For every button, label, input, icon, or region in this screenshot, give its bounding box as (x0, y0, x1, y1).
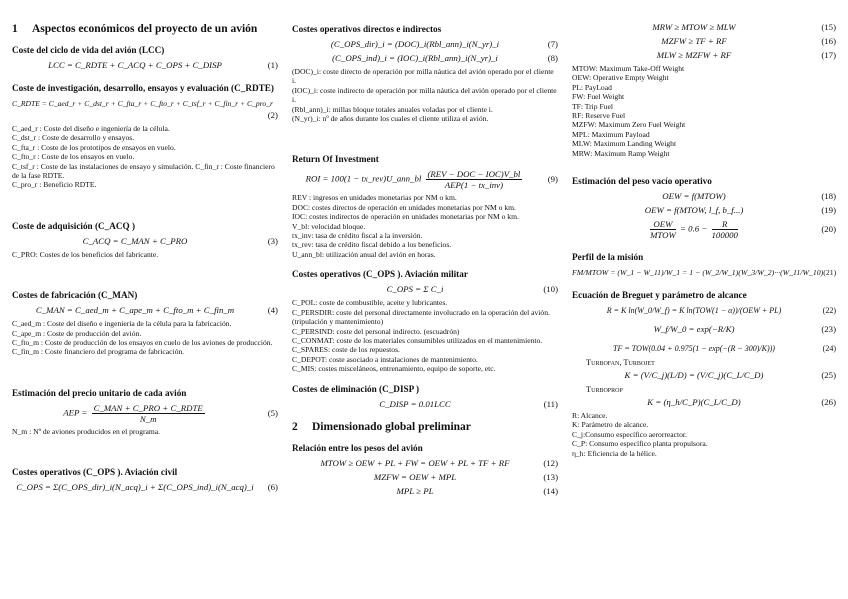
definition: DOC: costes directos de operación en unidades monetarias por NM o km. (292, 202, 516, 212)
ops-civil-heading: Costes operativos (C_OPS ). Aviación civil (12, 467, 178, 478)
equation-6: C_OPS = Σ(C_OPS_dir)_i(N_acq)_i + Σ(C_OPS_ind)_i(N_acq)_i (6) (16, 482, 278, 493)
fraction: $\frac{R}{100000}$ (711, 219, 738, 241)
definition: MPL: Maximum Payload (572, 129, 650, 139)
definition: PL: PayLoad (572, 82, 612, 92)
definition: REV : ingresos en unidades monetarias por NM o km. (292, 193, 457, 203)
aep-heading: Estimación del precio unitario de cada avión (12, 387, 187, 398)
range-definitions (572, 411, 836, 458)
mission-heading: Perfil de la misión (572, 252, 644, 263)
definition: C_PERSIND: coste del personal indirecto. (escuadrón) (292, 326, 460, 336)
direct-definitions (292, 67, 558, 123)
equation-13: MZFW = OEW + MPL (13) (373, 471, 558, 482)
column-3 (572, 16, 836, 458)
equation-10: C_OPS = Σ C_i (10) (386, 284, 558, 295)
breguet-heading: Ecuación de Breguet y parámetro de alcance (572, 290, 747, 301)
definition: η_h: Eficiencia de la hélice. (572, 448, 657, 458)
definition: C_j:Consumo específico aerorreactor. (572, 429, 687, 439)
rdte-heading: Coste de investigación, desarrollo, ensayos y evaluación (C_RDTE) (12, 83, 274, 93)
equation-8: (C_OPS_ind)_i = (IOC)_i(Rbl_ann)_i(N_yr)_i (8) (332, 53, 558, 63)
definition: OEW: Operative Empty Weight (572, 73, 669, 83)
definition: U_ann_bl: utilización anual del avión en horas. (292, 249, 436, 259)
equation-5: AEP = $\frac{\text{C\_MAN + C\_PRO + C\_RDTE}}{N\_m}$ (5) (63, 402, 278, 424)
equation-2-tag-row: (2) (267, 110, 278, 120)
equation-12: MTOW ≥ OEW + PL + FW = OEW + PL + TF + RF (12) (320, 457, 558, 468)
definition: V_bl: velocidad bloque. (292, 221, 366, 231)
equation-19: OEW = f(MTOW, l_f, b_f...) (19) (644, 205, 836, 216)
equation-17: MLW ≥ MZFW + RF (17) (656, 50, 836, 60)
definition: IOC: costes indirectos de operación en unidades monetarias por NM o km. (292, 212, 519, 222)
lcc-heading: Coste del ciclo de vida del avión (LCC) (12, 45, 165, 55)
definition: C_aed_m : Coste del diseño e ingeniería de la célula para la fabricación. (12, 319, 232, 329)
section-2-heading: 2 Dimensionado global preliminar (292, 420, 471, 433)
definition: MLW: Maximum Landing Weight (572, 139, 677, 149)
equation-22: R = K ln(W_0/W_f) = K ln(TOW(1 − α))/(OEW + PL) (22) (606, 306, 836, 316)
definition: MZFW: Maximum Zero Fuel Weight (572, 120, 686, 130)
column-2 (292, 16, 558, 500)
definition: MRW: Maximum Ramp Weight (572, 148, 670, 158)
turbofan-label: Turbofan, Turbojet (586, 358, 655, 368)
roi-definitions (292, 193, 558, 259)
column-1 (12, 16, 278, 496)
definition: (IOC)_i: coste indirecto de operación por milla náutica del avión operado por el cliente i. (292, 85, 557, 105)
equation-18: OEW = f(MTOW) (18) (662, 191, 836, 202)
man-definitions (12, 319, 278, 357)
equation-9: ROI = 100(1 − tx_rev)U_ann_bl $\frac{\text{(REV − DOC − IOC)V\_bl}}{\text{AEP(1 − tx\_inv)}}$ (9) (305, 169, 558, 191)
equation-21: FM/MTOW = (W_1 − W_11)/W_1 = 1 − (W_2/W_1)(W_3/W_2)···(W_11/W_10) (21) (572, 268, 837, 278)
definition: tx_inv: tasa de crédito fiscal a la inversión. (292, 231, 423, 241)
disposal-heading: Costes de eliminación (C_DISP ) (292, 383, 420, 394)
definition: C_dst_r : Coste de desarrollo y ensayos. (12, 133, 135, 143)
equation-15: MRW ≥ MTOW ≥ MLW (15) (652, 22, 836, 32)
definition: C_DEPOT: coste asociado a instalaciones de mantenimiento. (292, 354, 478, 364)
definition: (N_yr)_i: nº de años durante los cuales el cliente utiliza el avión. (292, 114, 489, 124)
equation-2: C_RDTE = C_aed_r + C_dst_r + C_fta_r + C_fto_r + C_tsf_r + C_fin_r + C_pro_r (12, 99, 273, 108)
fraction: $\frac{\text{(REV − DOC − IOC)V\_bl}}{\text{AEP(1 − tx\_inv)}}$ (427, 169, 521, 191)
definition: C_PERSDIR: coste del personal directamente involucrado en la operación del avión.(tripulación y mantenimiento) (292, 307, 550, 327)
definition: C_SPARES: coste de los repuestos. (292, 345, 400, 355)
definition: (DOC)_i: coste directo de operación por milla náutica del avión operado por el cliente i. (292, 67, 554, 86)
equation-16: MZFW ≥ TF + RF (16) (661, 36, 836, 46)
weight-definitions (572, 64, 836, 158)
definition: C_aed_r : Coste del diseño e ingeniería de la célula. (12, 124, 170, 133)
definition: K: Parámetro de alcance. (572, 420, 649, 430)
roi-heading: Return Of Investment (292, 154, 379, 165)
equation-23: W_f/W_0 = exp(−R/K) (23) (653, 324, 836, 335)
definition: C_fin_m : Coste financiero del programa de fabricación. (12, 347, 185, 357)
equation-7: (C_OPS_dir)_i = (DOC)_i(Rbl_ann)_i(N_yr)_i (7) (330, 39, 558, 49)
definition: C_POL: coste de combustible, aceite y lubricantes. (292, 298, 448, 308)
equation-11: C_DISP = 0.01LCC (11) (379, 398, 558, 409)
definition: C_fta_r : Coste de los prototipos de ensayos en vuelo. (12, 142, 176, 152)
acq-heading: Coste de adquisición (C_ACQ ) (12, 220, 136, 231)
definition: C_tsf_r : Coste de las instalaciones de ensayo y simulación. C_fin_r : Coste financiero de la fase RDTE. (12, 161, 275, 181)
turboprop-label: Turboprop (586, 385, 623, 395)
rdte-definitions (12, 124, 278, 190)
definition: C_pro_r : Beneficio RDTE. (12, 180, 97, 190)
equation-1: LCC = C_RDTE + C_ACQ + C_OPS + C_DISP (1) (48, 60, 278, 70)
empty-weight-heading: Estimación del peso vacío operativo (572, 176, 712, 187)
fraction: $\frac{\text{OEW}}{\text{MTOW}}$ (650, 219, 676, 241)
definition: TF: Trip Fuel (572, 101, 613, 111)
aep-definition: N_m : Nº de aviones producidos en el programa. (12, 426, 161, 436)
equation-4: C_MAN = C_aed_m + C_ape_m + C_fto_m + C_fin_m (4) (35, 305, 278, 316)
definition: C_CONMAT: coste de los materiales consumibles utilizados en el mantenimiento. (292, 335, 543, 345)
definition: FW: Fuel Weight (572, 92, 625, 102)
man-heading: Costes de fabricación (C_MAN) (12, 290, 138, 301)
definition: C_fto_r : Coste de los ensayos en vuelo. (12, 152, 135, 162)
definition: C_ape_m : Coste de producción del avión. (12, 328, 142, 338)
direct-indirect-heading: Costes operativos directos e indirectos (292, 24, 442, 34)
definition: (Rbl_ann)_i: millas bloque totales anuales voladas por el cliente i. (292, 104, 493, 114)
equation-26: K = (η_h/C_P)(C_L/C_D) (26) (647, 397, 836, 408)
definition: R: Alcance. (572, 411, 608, 421)
definition: tx_rev: tasa de crédito fiscal debido a los beneficios. (292, 240, 452, 250)
section-1-heading: 1 Aspectos económicos del proyecto de un avión (12, 23, 258, 35)
definition: C_fto_m : Coste de producción de los ensayos en cuelo de los aviones de producción. (12, 338, 273, 348)
definition: RF: Reserve Fuel (572, 111, 626, 121)
equation-25: K = (V/C_j)(L/D) = (V/C_j)(C_L/C_D) (25) (624, 370, 836, 381)
equation-24: TF = TOW(0.04 + 0.975(1 − exp(−(R − 300)/K))) (24) (613, 344, 836, 354)
equation-3: C_ACQ = C_MAN + C_PRO (3) (82, 235, 278, 246)
definition: C_P: Consumo específico planta propulsora. (572, 439, 708, 449)
definition: C_MIS: costes misceláneos, entrenamiento, equipo de soporte, etc. (292, 364, 496, 374)
fraction: $\frac{\text{C\_MAN + C\_PRO + C\_RDTE}}{N\_m}$ (93, 402, 203, 424)
acq-definition: C_PRO: Costes de los beneficios del fabricante. (12, 249, 159, 259)
equation-14: MPL ≥ PL (14) (396, 485, 558, 496)
military-definitions (292, 298, 558, 373)
ops-military-heading: Costes operativos (C_OPS ). Aviación militar (292, 269, 468, 280)
weights-heading: Relación entre los pesos del avión (292, 442, 423, 453)
equation-20: $\frac{\text{OEW}}{\text{MTOW}}$ = 0.6 − $\frac{R}{100000}$ (20) (650, 219, 836, 241)
definition: MTOW: Maximum Take-Off Weight (572, 64, 685, 73)
